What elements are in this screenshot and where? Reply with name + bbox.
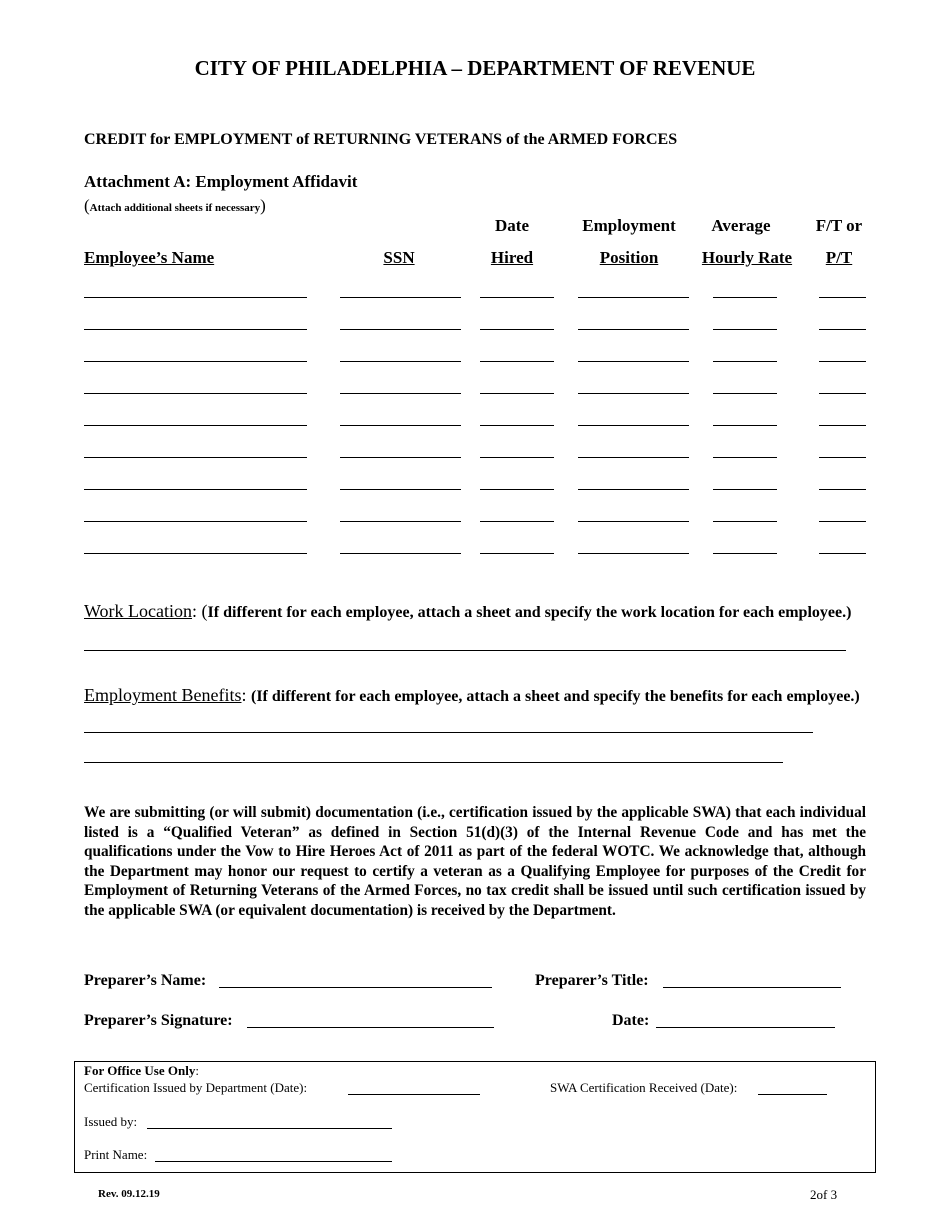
ssn-field[interactable] xyxy=(340,425,461,426)
col-hourly-rate: Hourly Rate xyxy=(701,248,793,267)
date-hired-field[interactable] xyxy=(480,393,554,394)
col-employment-top: Employment xyxy=(582,216,676,235)
col-date-top: Date xyxy=(495,216,529,235)
date-hired-field[interactable] xyxy=(480,521,554,522)
hourly-rate-field[interactable] xyxy=(713,329,777,330)
date-label: Date: xyxy=(612,1012,650,1029)
swa-received-label: SWA Certification Received (Date): xyxy=(550,1080,738,1095)
ft-pt-field[interactable] xyxy=(819,425,866,426)
date-field[interactable] xyxy=(656,1027,835,1028)
col-hired: Hired xyxy=(490,248,534,267)
position-field[interactable] xyxy=(578,521,689,522)
work-location-note: If different for each employee, attach a sheet and specify the work location for each employee.) xyxy=(207,604,852,621)
ssn-field[interactable] xyxy=(340,361,461,362)
paren-close: ) xyxy=(260,196,266,215)
preparer-signature-field[interactable] xyxy=(247,1027,494,1028)
work-location-label xyxy=(84,601,851,622)
col-average-top: Average xyxy=(711,216,771,235)
employee-name-field[interactable] xyxy=(84,489,307,490)
position-field[interactable] xyxy=(578,361,689,362)
position-field[interactable] xyxy=(578,553,689,554)
position-field[interactable] xyxy=(578,425,689,426)
hourly-rate-field[interactable] xyxy=(713,553,777,554)
col-ftpt: P/T xyxy=(825,248,853,267)
employee-name-field[interactable] xyxy=(84,329,307,330)
hourly-rate-field[interactable] xyxy=(713,457,777,458)
preparer-name-label: Preparer’s Name: xyxy=(84,972,207,989)
date-hired-field[interactable] xyxy=(480,457,554,458)
hourly-rate-field[interactable] xyxy=(713,521,777,522)
hourly-rate-field[interactable] xyxy=(713,425,777,426)
date-hired-field[interactable] xyxy=(480,489,554,490)
position-field[interactable] xyxy=(578,329,689,330)
benefits-colon: : xyxy=(241,685,251,705)
date-hired-field[interactable] xyxy=(480,297,554,298)
ssn-field[interactable] xyxy=(340,553,461,554)
position-field[interactable] xyxy=(578,393,689,394)
col-employee-name: Employee’s Name xyxy=(84,248,215,267)
employee-name-field[interactable] xyxy=(84,457,307,458)
employee-name-field[interactable] xyxy=(84,425,307,426)
ssn-field[interactable] xyxy=(340,393,461,394)
date-hired-field[interactable] xyxy=(480,361,554,362)
hourly-rate-field[interactable] xyxy=(713,361,777,362)
affidavit-statement: We are submitting (or will submit) documentation (i.e., certification issued by the applicable SWA) that each individual listed is a “Qualified Veteran” as defined in Section 51(d)(3) of the Internal Revenue Code and has met the qualifications under the Vow to Hire Heroes Act of 2011 as part of the federal WOTC. We acknowledge that, although the Department may honor our request to certify a veteran as a Qualifying Employee for purposes of the Credit for Employment of Returning Veterans of the Armed Forces, no tax credit shall be issued until such certification issued by the applicable SWA (or equivalent documentation) is received by the Department. xyxy=(84,804,866,919)
date-hired-field[interactable] xyxy=(480,425,554,426)
ft-pt-field[interactable] xyxy=(819,457,866,458)
employee-name-field[interactable] xyxy=(84,297,307,298)
issued-by-field[interactable] xyxy=(147,1128,392,1129)
ft-pt-field[interactable] xyxy=(819,393,866,394)
office-use-heading xyxy=(84,1063,199,1079)
ssn-field[interactable] xyxy=(340,329,461,330)
print-name-label: Print Name: xyxy=(84,1147,148,1162)
cert-issued-label: Certification Issued by Department (Date): xyxy=(84,1080,308,1095)
hourly-rate-field[interactable] xyxy=(713,393,777,394)
form-subtitle: CREDIT for EMPLOYMENT of RETURNING VETERANS of the ARMED FORCES xyxy=(84,131,678,148)
office-use-title: For Office Use Only xyxy=(84,1063,196,1078)
ft-pt-field[interactable] xyxy=(819,521,866,522)
work-location-paren: ( xyxy=(201,601,208,621)
print-name-field[interactable] xyxy=(155,1161,392,1162)
attachment-note-text: Attach additional sheets if necessary xyxy=(89,202,261,214)
position-field[interactable] xyxy=(578,297,689,298)
preparer-name-field[interactable] xyxy=(219,987,492,988)
benefits-field-1[interactable] xyxy=(84,732,813,733)
benefits-field-2[interactable] xyxy=(84,762,783,763)
benefits-title: Employment Benefits xyxy=(84,685,242,705)
employee-name-field[interactable] xyxy=(84,553,307,554)
work-location-field[interactable] xyxy=(84,650,846,651)
ft-pt-field[interactable] xyxy=(819,489,866,490)
page-number: 2of 3 xyxy=(810,1187,838,1202)
attachment-heading: Attachment A: Employment Affidavit xyxy=(84,172,358,191)
employee-name-field[interactable] xyxy=(84,393,307,394)
col-ftpt-top: F/T or xyxy=(815,216,863,235)
revision-label: Rev. 09.12.19 xyxy=(98,1188,160,1200)
issued-by-label: Issued by: xyxy=(84,1114,138,1129)
date-hired-field[interactable] xyxy=(480,553,554,554)
ssn-field[interactable] xyxy=(340,521,461,522)
work-location-colon: : xyxy=(192,601,202,621)
preparer-signature-label: Preparer’s Signature: xyxy=(84,1012,233,1029)
col-ssn: SSN xyxy=(383,248,415,267)
position-field[interactable] xyxy=(578,489,689,490)
benefits-label xyxy=(84,685,860,706)
employee-name-field[interactable] xyxy=(84,361,307,362)
date-hired-field[interactable] xyxy=(480,329,554,330)
office-use-colon: : xyxy=(195,1063,199,1078)
ft-pt-field[interactable] xyxy=(819,297,866,298)
ssn-field[interactable] xyxy=(340,457,461,458)
position-field[interactable] xyxy=(578,457,689,458)
attachment-note xyxy=(84,196,266,216)
hourly-rate-field[interactable] xyxy=(713,297,777,298)
ft-pt-field[interactable] xyxy=(819,553,866,554)
preparer-title-field[interactable] xyxy=(663,987,841,988)
ft-pt-field[interactable] xyxy=(819,329,866,330)
page-title: CITY OF PHILADELPHIA – DEPARTMENT OF REVENUE xyxy=(194,56,756,80)
preparer-title-label: Preparer’s Title: xyxy=(535,972,649,989)
paren-open: ( xyxy=(84,196,90,215)
swa-received-field[interactable] xyxy=(758,1094,827,1095)
col-position: Position xyxy=(599,248,659,267)
benefits-note: (If different for each employee, attach a sheet and specify the benefits for each employee.) xyxy=(251,688,860,705)
work-location-title: Work Location xyxy=(84,601,193,621)
employee-name-field[interactable] xyxy=(84,521,307,522)
ssn-field[interactable] xyxy=(340,489,461,490)
cert-issued-field[interactable] xyxy=(348,1094,480,1095)
ssn-field[interactable] xyxy=(340,297,461,298)
hourly-rate-field[interactable] xyxy=(713,489,777,490)
ft-pt-field[interactable] xyxy=(819,361,866,362)
